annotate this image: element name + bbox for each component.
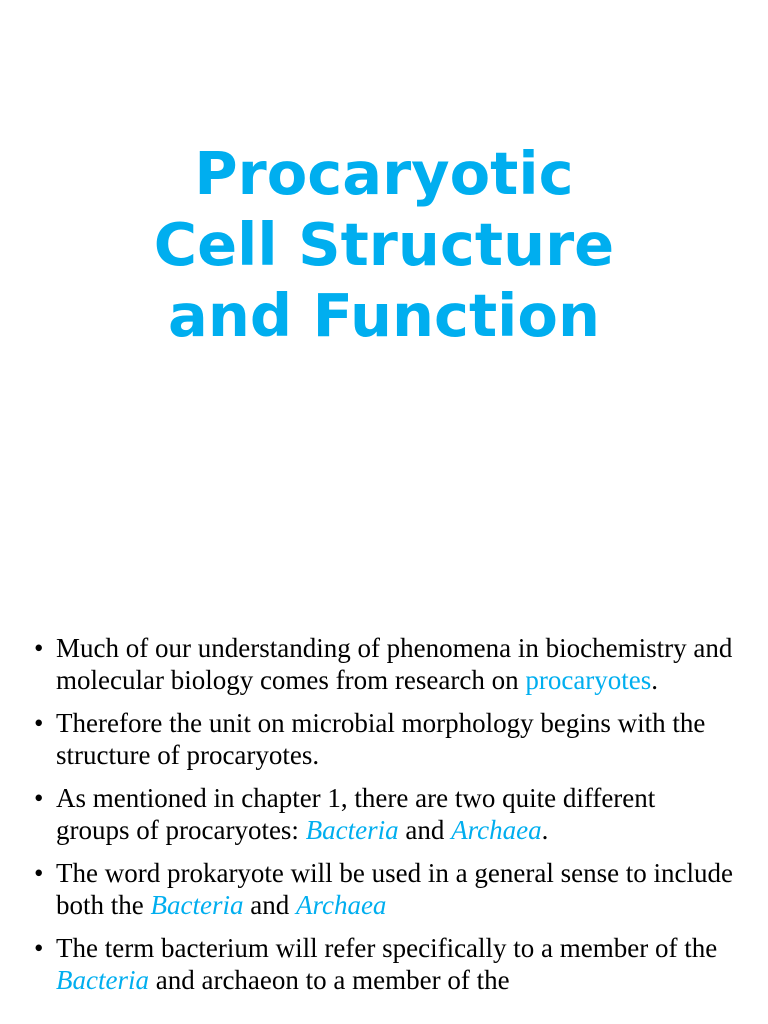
bullet-text: Much of our understanding of phenomena in biochemistry and molecular biology comes from research on (56, 633, 733, 695)
bullet-dot: • (34, 708, 44, 738)
archaea-link[interactable]: Archaea (295, 890, 387, 920)
slide-title (0, 138, 768, 351)
bacteria-link[interactable]: Bacteria (56, 965, 149, 995)
procaryotes-link[interactable]: procaryotes (525, 665, 652, 695)
bullet-item (34, 857, 734, 921)
title-line: and Function (168, 281, 600, 350)
title-line: Procaryotic (194, 139, 574, 208)
archaea-link[interactable]: Archaea (451, 815, 542, 845)
bullet-text: . (541, 815, 549, 845)
bullet-list (34, 632, 734, 1007)
bacteria-link[interactable]: Bacteria (150, 890, 244, 920)
bullet-text: and archaeon to a member of the (148, 965, 510, 995)
bullet-text: and (243, 890, 296, 920)
bullet-text: The word prokaryote will be used in a general sense to include both the (56, 858, 734, 920)
bullet-text: As mentioned in chapter 1, there are two quite different groups of procaryotes: (56, 783, 656, 845)
bullet-text: and (398, 815, 452, 845)
bullet-dot: • (34, 858, 44, 888)
bullet-item (34, 932, 734, 996)
bullet-dot: • (34, 933, 44, 963)
bullet-text: Therefore the unit on microbial morphology begins with the structure of procaryotes. (56, 708, 706, 770)
bullet-item (34, 632, 734, 696)
bullet-text: The term bacterium will refer specifically to a member of the (56, 933, 718, 963)
bullet-dot: • (34, 633, 44, 663)
bullet-item (34, 782, 734, 846)
bullet-dot: • (34, 783, 44, 813)
bullet-text: . (651, 665, 659, 695)
bacteria-link[interactable]: Bacteria (305, 815, 399, 845)
title-line: Cell Structure (153, 210, 615, 279)
bullet-item (34, 707, 734, 771)
